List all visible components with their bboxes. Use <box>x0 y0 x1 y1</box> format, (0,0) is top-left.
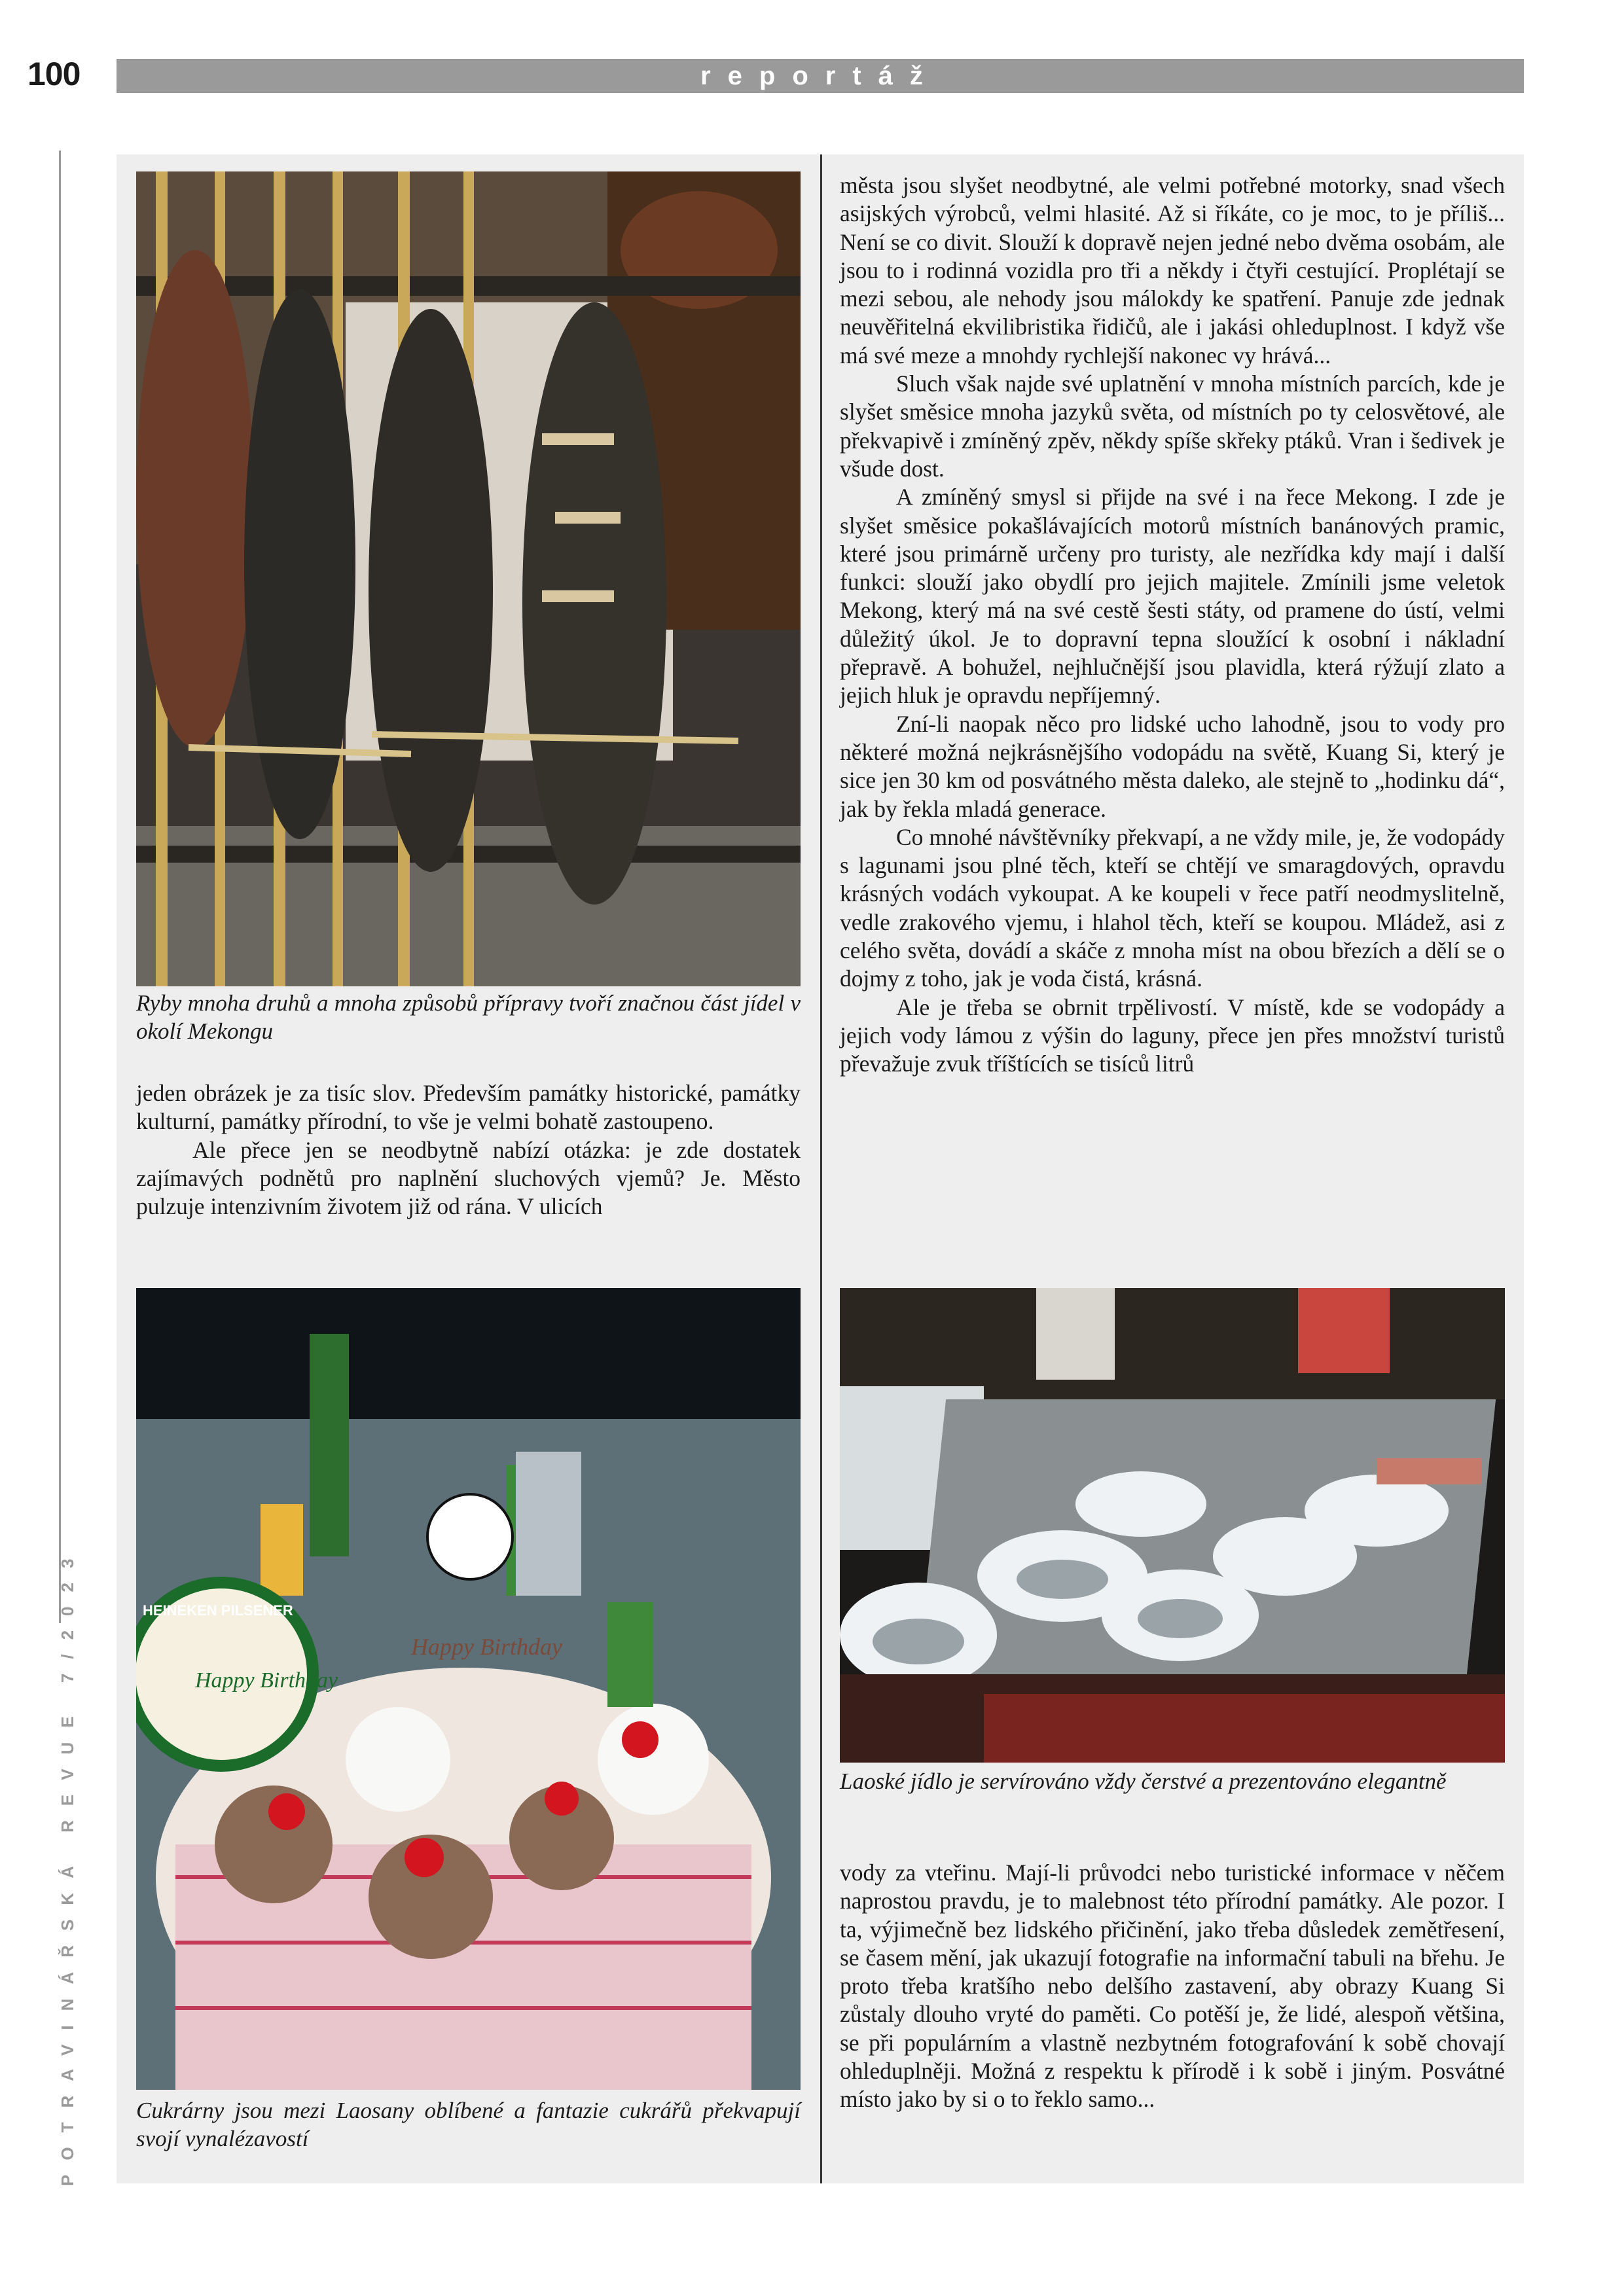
fish-photo <box>136 171 801 986</box>
cake-photo <box>136 1288 801 2090</box>
section-label: reportáž <box>700 62 940 90</box>
cake-caption: Cukrárny jsou mezi Laosany oblíbené a fantazie cukrářů překvapují svojí vynalézavostí <box>136 2098 801 2151</box>
cake-topper-text: Happy Birthday <box>411 1634 562 1660</box>
side-rule <box>59 151 61 1623</box>
cake-plaque-brand: HEINEKEN PILSENER <box>143 1602 293 1619</box>
paragraph: Zní-li naopak něco pro lidské ucho lahodně, jsou to vody pro některé možná nejkrásnějšího vodopádu na světě, Kuang Si, který je sice jen 30 km od posvátného města daleko, ale stejně to „hodinku dá“, jak by řekla mladá generace. <box>840 710 1505 822</box>
cake-plaque-text: Happy Birthday <box>195 1668 338 1693</box>
paragraph: Ale přece jen se neodbytně nabízí otázka: je zde dostatek zajímavých podnětů pro naplnění sluchových vjemů? Je. Město pulzuje intenzivním životem již od rána. V ulicích <box>136 1136 801 1220</box>
paragraph: Sluch však najde své uplatnění v mnoha místních parcích, kde je slyšet směsice mnoha jazyků světa, od místních po ty celosvětové, ale překvapivě i zmíněný zpěv, někdy spíše skřeky ptáků. Vran i šedivek je všude dost. <box>840 370 1505 482</box>
journal-issue-label: POTRAVINÁŘSKÁ REVUE 7/2023 <box>58 1544 77 2186</box>
seafood-caption: Laoské jídlo je servírováno vždy čerstvé a prezentováno elegantně <box>840 1768 1447 1794</box>
paragraph: Co mnohé návštěvníky překvapí, a ne vždy mile, je, že vodopády s lagunami jsou plné těch, kteří se chtějí ve smaragdových, opravdu krásných vodách vykoupat. A ke koupeli v řece patří neodmyslitelně, vedle zrakového vjemu, i hlahol těch, kteří se koupou. Mládež, asi z celého světa, dovádí a skáče z mnoha míst na obou březích a dělí se o dojmy z toho, jak je voda čistá, krásná. <box>840 823 1505 992</box>
column-divider <box>820 154 822 2183</box>
section-header-bar <box>117 59 1524 93</box>
right-column-text-top <box>840 171 1505 1079</box>
right-column-text-bottom <box>840 1859 1505 2114</box>
paragraph: A zmíněný smysl si přijde na své i na řece Mekong. I zde je slyšet směsice pokašlávajících motorů místních banánových pramic, které jsou primárně určeny pro turisty, ale nezřídka kdy mají i další funkci: slouží jako obydlí pro jejich majitele. Zmínili jsme veletok Mekong, který má na své cestě šesti státy, od pramene do ústí, velmi důležitý úkol. Je to dopravní tepna sloužící k osobní i nákladní přepravě. A bohužel, nejhlučnější jsou plavidla, která rýžují zlato a jejich hluk je opravdu nepříjemný. <box>840 484 1505 709</box>
paragraph: města jsou slyšet neodbytné, ale velmi potřebné motorky, snad všech asijských výrobců, velmi hlasité. Až si říkáte, co je moc, to je příliš... Není se co divit. Slouží k dopravě nejen jedné nebo dvěma osobám, ale jsou to i rodinná vozidla pro tři a někdy i čtyři cestující. Proplétají se mezi sebou, ale nehody jsou málokdy ke spatření. Panuje zde jednak neuvěřitelná ekvilibristika řidičů, ale i jakási ohleduplnost. I když vše má své meze a mnohdy rychlejší nakonec vy hrává... <box>840 172 1505 368</box>
paragraph: vody za vteřinu. Mají-li průvodci nebo turistické informace v něčem naprostou pravdu, je to malebnost této přírodní památky. Ale pozor. I ta, výjimečně bez lidského přičinění, jako třeba důsledek zemětřesení, se časem mění, jak ukazují fotografie na informační tabuli na břehu. Je proto třeba kratšího nebo delšího zastavení, aby obrazy Kuang Si zůstaly dlouho vryté do paměti. Co potěší je, že lidé, alespoň většina, se při populárním a vlastně nezbytném fotografování k sobě chovají ohleduplněji. Možná z respektu k přírodě i k sobě i jiným. Posvátné místo jako by si o to řeklo samo... <box>840 1859 1505 2113</box>
paragraph: jeden obrázek je za tisíc slov. Především památky historické, památky kulturní, památky přírodní, to vše je velmi bohatě zastoupeno. <box>136 1080 801 1135</box>
page-number: 100 <box>27 56 81 92</box>
paragraph: Ale je třeba se obrnit trpělivostí. V místě, kde se vodopády a jejich vody lámou z výšin do laguny, přece jen přes množství turistů převažuje zvuk tříštících se tisíců litrů <box>840 994 1505 1077</box>
left-column-text <box>136 1079 801 1221</box>
fish-caption: Ryby mnoha druhů a mnoha způsobů přípravy tvoří značnou část jídel v okolí Mekongu <box>136 990 801 1044</box>
seafood-photo <box>840 1288 1505 1763</box>
